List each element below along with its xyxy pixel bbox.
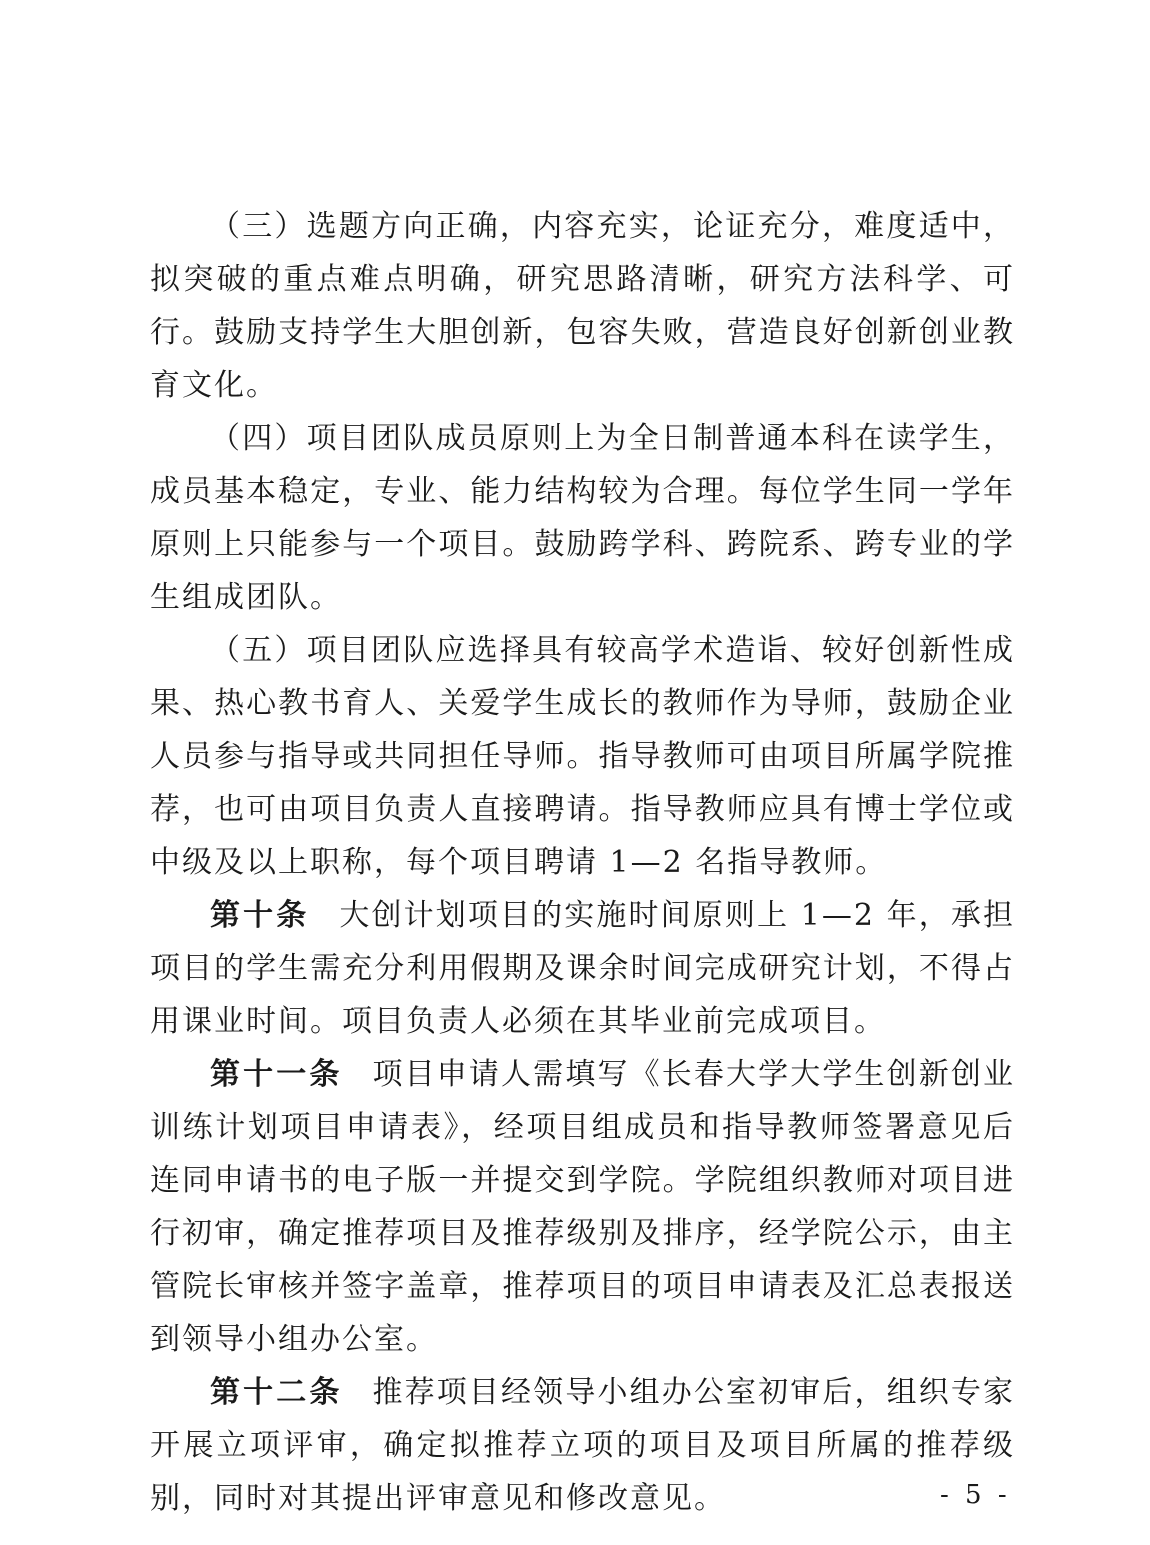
paragraph-item-4: （四）项目团队成员原则上为全日制普通本科在读学生，成员基本稳定，专业、能力结构较为合理。每位学生同一学年原则上只能参与一个项目。鼓励跨学科、跨院系、跨专业的学生组成团队。 bbox=[150, 421, 1015, 615]
paragraph-item-5: （五）项目团队应选择具有较高学术造诣、较好创新性成果、热心教书育人、关爱学生成长的教师作为导师，鼓励企业人员参与指导或共同担任导师。指导教师可由项目所属学院推荐，也可由项目负责人直接聘请。指导教师应具有博士学位或中级及以上职称，每个项目聘请 1—2 名指导教师。 bbox=[150, 633, 1015, 880]
article-11 bbox=[150, 1048, 1015, 1366]
document-body bbox=[150, 200, 1015, 1525]
article-number: 第十二条 bbox=[210, 1375, 343, 1410]
article-text: 大创计划项目的实施时间原则上 1—2 年，承担项目的学生需充分利用假期及课余时间完成研究计划，不得占用课业时间。项目负责人必须在其毕业前完成项目。 bbox=[150, 898, 1015, 1039]
page-number: - 5 - bbox=[940, 1480, 1011, 1510]
article-text: 项目申请人需填写《长春大学大学生创新创业训练计划项目申请表》，经项目组成员和指导教师签署意见后连同申请书的电子版一并提交到学院。学院组织教师对项目进行初审，确定推荐项目及推荐级别及排序，经学院公示，由主管院长审核并签字盖章，推荐项目的项目申请表及汇总表报送到领导小组办公室。 bbox=[150, 1057, 1016, 1357]
paragraph-item-3: （三）选题方向正确，内容充实，论证充分，难度适中，拟突破的重点难点明确，研究思路清晰，研究方法科学、可行。鼓励支持学生大胆创新，包容失败，营造良好创新创业教育文化。 bbox=[150, 209, 1015, 403]
article-10 bbox=[150, 889, 1015, 1048]
article-12 bbox=[150, 1366, 1015, 1525]
article-number: 第十一条 bbox=[210, 1057, 343, 1092]
article-text: 推荐项目经领导小组办公室初审后，组织专家开展立项评审，确定拟推荐立项的项目及项目所属的推荐级别，同时对其提出评审意见和修改意见。 bbox=[150, 1375, 1016, 1516]
article-number: 第十条 bbox=[210, 898, 310, 933]
